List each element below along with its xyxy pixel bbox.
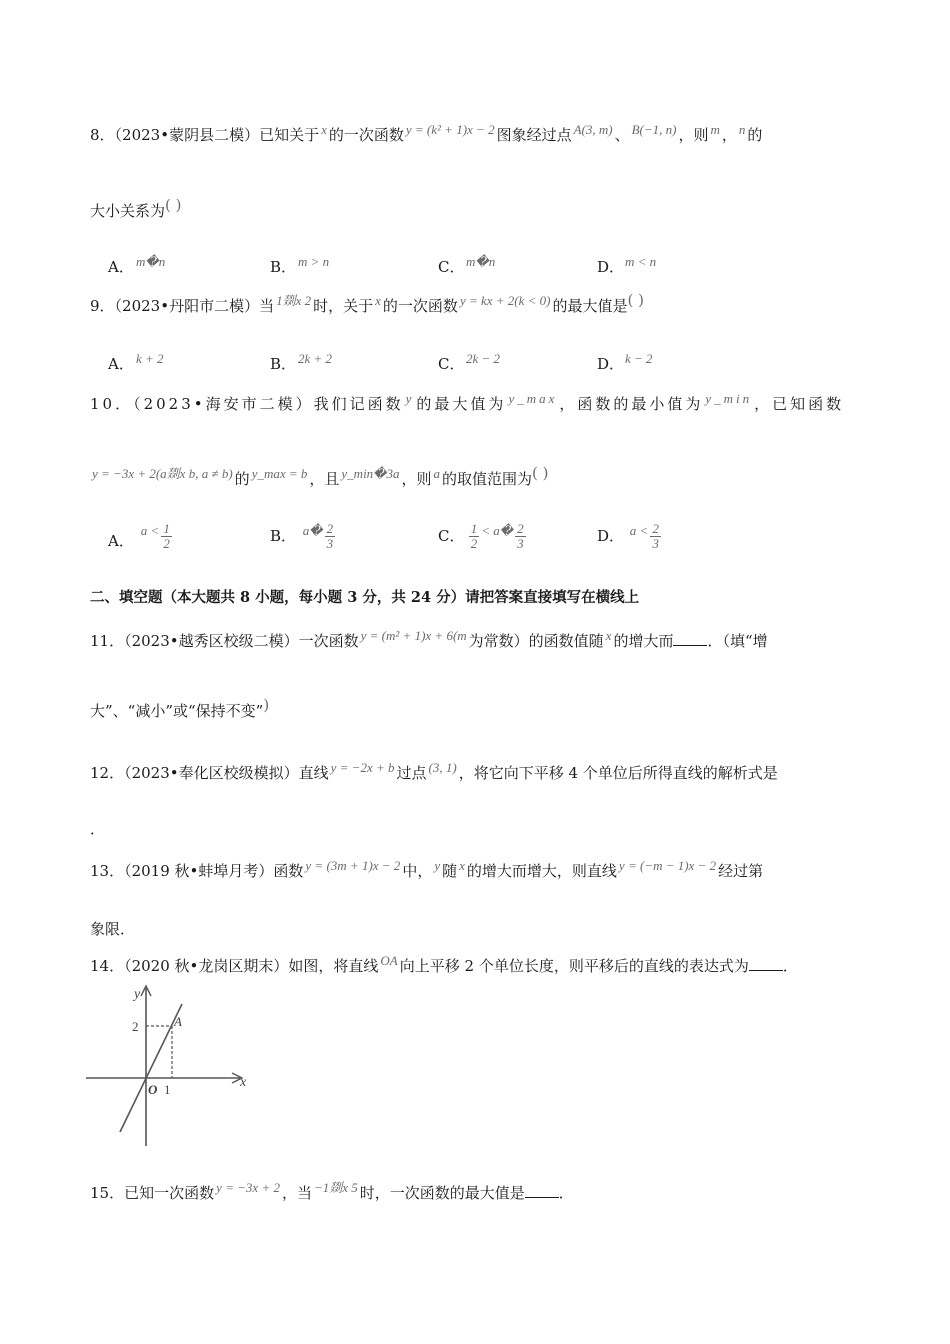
q10-text: 我们记函数 bbox=[313, 395, 404, 413]
option-value: m > n bbox=[298, 254, 330, 269]
q9-text: 时，关于 bbox=[313, 297, 374, 315]
q13-source: （2019 秋•蚌埠月考） bbox=[124, 862, 274, 880]
q10-ymin: y_min bbox=[705, 391, 753, 406]
q11-function: y = (m² + 1)x + 6(m bbox=[360, 628, 467, 643]
q8-text: 、 bbox=[614, 126, 630, 144]
q9-text: 当 bbox=[259, 297, 275, 315]
y-label: y bbox=[134, 987, 141, 1002]
point-a-label: A bbox=[174, 1014, 182, 1029]
option-label: B． bbox=[270, 355, 297, 373]
option-label: D． bbox=[597, 355, 625, 373]
denominator: 3 bbox=[652, 536, 659, 551]
q8-text: 已知关于 bbox=[259, 126, 320, 144]
q11-text: 的增大而 bbox=[613, 632, 674, 650]
q8-number: 8． bbox=[90, 126, 115, 144]
q12-text: 直线 bbox=[298, 764, 329, 782]
q12-text: ． bbox=[90, 820, 106, 838]
q10-text: 的最大值为 bbox=[416, 395, 507, 413]
q10-number: 10． bbox=[90, 395, 134, 413]
tick-x: 1 bbox=[164, 1082, 171, 1097]
answer-paren: ( ) bbox=[532, 464, 549, 482]
q9-text: 的最大值是 bbox=[552, 297, 628, 315]
q10-line1 bbox=[90, 393, 844, 414]
q14-coordinate-figure bbox=[80, 982, 260, 1152]
q8-line2 bbox=[90, 196, 182, 221]
option-label: C． bbox=[438, 258, 465, 276]
q10-ymax-b: y_max = b bbox=[251, 466, 308, 481]
q9-option-b[interactable] bbox=[270, 353, 334, 374]
q10-text: ，且 bbox=[309, 470, 340, 488]
option-value: 2k − 2 bbox=[466, 351, 501, 366]
q14-text: ． bbox=[782, 957, 798, 975]
q15-function: y = −3x + 2 bbox=[216, 1180, 280, 1195]
q13-text: 象限． bbox=[90, 920, 136, 938]
fraction bbox=[515, 522, 526, 551]
q8-option-b[interactable] bbox=[270, 256, 331, 277]
q9-source: （2023•丹阳市二模） bbox=[114, 297, 260, 315]
q8-text: 的 bbox=[747, 126, 763, 144]
q12-line1 bbox=[90, 762, 778, 783]
q11-text: 为常数）的函数值随 bbox=[468, 632, 604, 650]
q10-function: y = −3x + 2(a剟x b, a ≠ b) bbox=[92, 466, 233, 481]
q10-text: ，则 bbox=[401, 470, 432, 488]
q14-text: 向上平移 2 个单位长度，则平移后的直线的表达式为 bbox=[399, 957, 749, 975]
q11-text: 大”、“减小”或“保持不变” bbox=[90, 702, 264, 720]
denominator: 2 bbox=[163, 536, 170, 551]
q9-function: y = kx + 2(k < 0) bbox=[459, 293, 551, 308]
q10-ymin-3a: y_min�3a bbox=[341, 466, 400, 481]
q13-line1 bbox=[90, 860, 763, 881]
q10-option-b[interactable] bbox=[270, 522, 335, 551]
q12-line2 bbox=[90, 818, 105, 839]
q10-source: （2023•海安市二模） bbox=[133, 395, 314, 413]
q10-option-a[interactable] bbox=[108, 522, 172, 551]
q14-number: 14． bbox=[90, 957, 125, 975]
answer-paren: ( ) bbox=[627, 291, 644, 309]
q10-text: 的取值范围为 bbox=[442, 470, 533, 488]
answer-blank[interactable] bbox=[673, 633, 707, 646]
q10-var-a: a bbox=[433, 466, 441, 481]
option-value: < a� bbox=[481, 522, 514, 538]
q9-text: 的一次函数 bbox=[382, 297, 458, 315]
q15-text: 时，一次函数的最大值是 bbox=[359, 1184, 525, 1202]
option-value: a < bbox=[140, 522, 160, 538]
q15-number: 15． bbox=[90, 1184, 125, 1202]
q13-var-y: y bbox=[434, 858, 441, 873]
q13-text: 的增大而增大，则直线 bbox=[466, 862, 617, 880]
q8-text: 大小关系为 bbox=[90, 202, 166, 220]
q13-function-2: y = (−m − 1)x − 2 bbox=[618, 858, 717, 873]
option-value: m�n bbox=[466, 254, 496, 269]
fraction bbox=[469, 522, 480, 551]
denominator: 3 bbox=[326, 536, 334, 551]
answer-blank[interactable] bbox=[749, 958, 783, 971]
q13-text: 中， bbox=[402, 862, 433, 880]
q10-text: ，函数的最小值为 bbox=[559, 395, 704, 413]
numerator: 1 bbox=[163, 521, 170, 536]
q8-option-a[interactable] bbox=[108, 256, 167, 277]
q8-line1 bbox=[90, 124, 762, 145]
q11-var-x: x bbox=[605, 628, 612, 643]
q15-text: ，当 bbox=[281, 1184, 312, 1202]
denominator: 3 bbox=[517, 536, 524, 551]
q8-text: ， bbox=[721, 126, 737, 144]
tick-y: 2 bbox=[132, 1019, 139, 1034]
fraction bbox=[161, 522, 172, 551]
q10-option-d[interactable] bbox=[597, 522, 661, 551]
option-label: C． bbox=[438, 355, 465, 373]
option-label: A． bbox=[108, 355, 134, 373]
q10-text: ，已知函数 bbox=[754, 395, 845, 413]
q8-source: （2023•蒙阴县二模） bbox=[114, 126, 260, 144]
line-oa bbox=[120, 1004, 182, 1132]
q11-line1 bbox=[90, 630, 768, 651]
q8-point-b: B(−1, n) bbox=[631, 122, 677, 137]
q9-option-d[interactable] bbox=[597, 353, 655, 374]
q11-line2 bbox=[90, 696, 270, 721]
q9-option-a[interactable] bbox=[108, 353, 166, 374]
option-value: k + 2 bbox=[136, 351, 164, 366]
q10-ymax: y_max bbox=[508, 391, 558, 406]
q13-function: y = (3m + 1)x − 2 bbox=[305, 858, 401, 873]
option-label: D． bbox=[597, 526, 625, 545]
numerator: 2 bbox=[652, 521, 659, 536]
option-label: A． bbox=[108, 532, 134, 550]
q10-line2 bbox=[90, 464, 549, 489]
x-label: x bbox=[240, 1075, 247, 1090]
q13-line2 bbox=[90, 918, 135, 939]
numerator: 2 bbox=[517, 521, 524, 536]
denominator: 2 bbox=[470, 536, 478, 551]
q12-text: 过点 bbox=[396, 764, 427, 782]
q9-condition: 1剟x 2 bbox=[276, 293, 312, 308]
origin-label: O bbox=[148, 1082, 158, 1097]
q11-text: ．（填“增 bbox=[707, 632, 768, 650]
q10-text: 的 bbox=[234, 470, 250, 488]
q8-var-m: m bbox=[710, 122, 720, 137]
option-value: m�n bbox=[136, 254, 166, 269]
q13-text: 函数 bbox=[273, 862, 304, 880]
section-heading: 二、填空题（本大题共 8 小题，每小题 3 分，共 24 分）请把答案直接填写在横线上 bbox=[90, 589, 640, 606]
q11-text: 一次函数 bbox=[298, 632, 359, 650]
q9-line1 bbox=[90, 291, 644, 316]
q9-var-x: x bbox=[375, 293, 381, 308]
q8-option-c[interactable] bbox=[438, 256, 497, 277]
q8-var-x: x bbox=[321, 122, 327, 137]
q15-line1 bbox=[90, 1182, 574, 1203]
fraction bbox=[325, 522, 336, 551]
q11-number: 11． bbox=[90, 632, 125, 650]
q8-text: ，则 bbox=[678, 126, 709, 144]
q12-number: 12． bbox=[90, 764, 125, 782]
q8-text: 图象经过点 bbox=[496, 126, 572, 144]
q11-paren: ) bbox=[263, 696, 270, 714]
q15-text: 已知一次函数 bbox=[124, 1184, 215, 1202]
answer-blank[interactable] bbox=[525, 1185, 559, 1198]
numerator: 2 bbox=[326, 521, 334, 536]
q12-text: ，将它向下平移 4 个单位后所得直线的解析式是 bbox=[458, 764, 778, 782]
q9-option-c[interactable] bbox=[438, 353, 502, 374]
fraction bbox=[650, 522, 661, 551]
q14-line1 bbox=[90, 955, 798, 976]
q13-text: 随 bbox=[442, 862, 458, 880]
option-label: D． bbox=[597, 258, 625, 276]
option-value: k − 2 bbox=[625, 351, 653, 366]
q10-var-y: y bbox=[405, 391, 415, 406]
q8-text: 的一次函数 bbox=[328, 126, 404, 144]
q12-function: y = −2x + b bbox=[330, 760, 395, 775]
q8-point-a: A(3, m) bbox=[573, 122, 613, 137]
q13-number: 13． bbox=[90, 862, 125, 880]
q10-option-c[interactable] bbox=[438, 522, 526, 551]
q14-source: （2020 秋•龙岗区期末） bbox=[124, 957, 289, 975]
q12-source: （2023•奉化区校级模拟） bbox=[124, 764, 299, 782]
q11-source: （2023•越秀区校级二模） bbox=[124, 632, 299, 650]
q15-text: ． bbox=[558, 1184, 574, 1202]
numerator: 1 bbox=[470, 521, 478, 536]
q14-text: 如图，将直线 bbox=[288, 957, 379, 975]
q15-condition: −1剟x 5 bbox=[313, 1180, 358, 1195]
option-value: a < bbox=[629, 522, 649, 538]
q13-text: 经过第 bbox=[718, 862, 764, 880]
option-value: 2k + 2 bbox=[298, 351, 333, 366]
q9-number: 9． bbox=[90, 297, 115, 315]
answer-paren: ( ) bbox=[165, 196, 182, 214]
q14-line-oa: OA bbox=[380, 953, 398, 968]
q8-option-d[interactable] bbox=[597, 256, 658, 277]
q8-var-n: n bbox=[738, 122, 746, 137]
q8-function: y = (k² + 1)x − 2 bbox=[405, 122, 495, 137]
q12-point: (3, 1) bbox=[428, 760, 457, 775]
option-label: C． bbox=[438, 526, 465, 545]
option-label: B． bbox=[270, 258, 297, 276]
option-value: m < n bbox=[625, 254, 657, 269]
q13-var-x: x bbox=[459, 858, 465, 873]
option-label: B． bbox=[270, 526, 297, 545]
option-value: a� bbox=[302, 522, 323, 538]
option-label: A． bbox=[108, 258, 134, 276]
